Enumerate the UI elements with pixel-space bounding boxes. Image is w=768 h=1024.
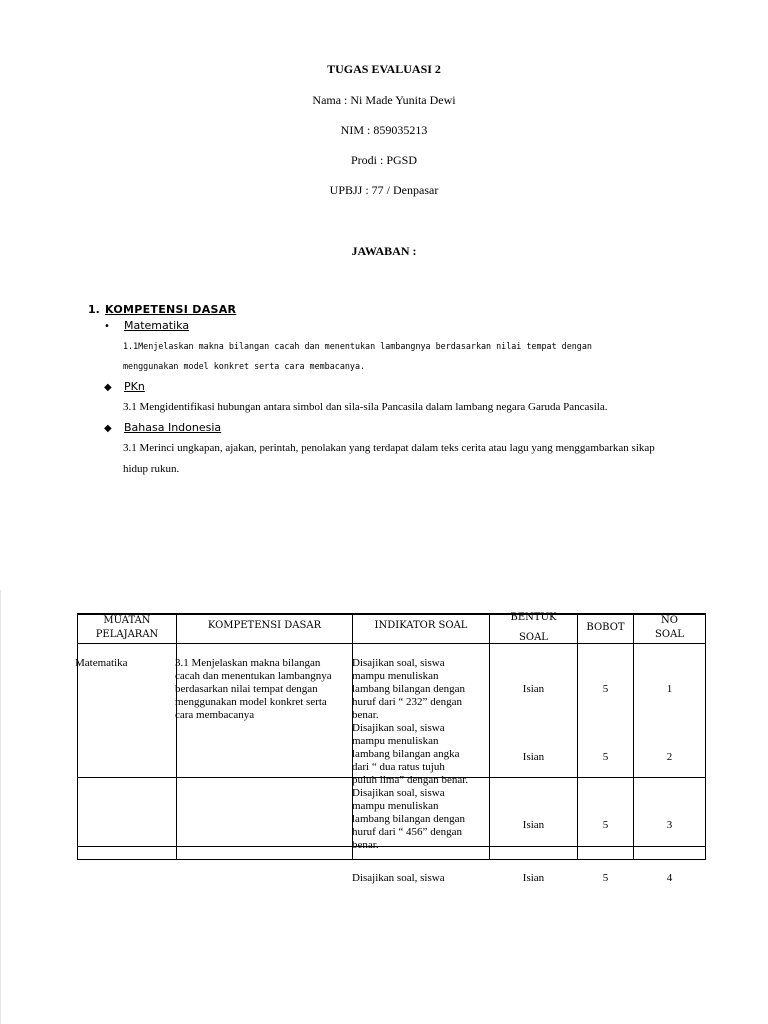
no-cell: 2: [666, 751, 673, 763]
header-text: MUATAN: [103, 615, 151, 626]
kd-line: menggunakan model konkret serta: [175, 696, 327, 708]
kompetensi-cell: [175, 657, 349, 722]
header-text: PELAJARAN: [95, 629, 159, 640]
bentuk-cell: Isian: [522, 872, 545, 884]
header-text: SOAL: [519, 632, 548, 643]
header-indikator: INDIKATOR SOAL: [374, 620, 468, 631]
indikator-line: huruf dari “ 456” dengan: [352, 826, 462, 838]
kd-line: cara membacanya: [175, 709, 255, 721]
muatan-cell: Matematika: [75, 657, 128, 669]
indikator-cell: Disajikan soal, siswa: [352, 872, 445, 884]
indikator-cell: [352, 657, 489, 852]
header-bentuk: [490, 608, 577, 648]
table-rule: [77, 643, 706, 644]
student-nim: NIM : 859035213: [340, 123, 428, 137]
bentuk-cell: Isian: [522, 819, 545, 831]
header-text: NO: [661, 615, 678, 626]
study-program: Prodi : PGSD: [350, 153, 418, 167]
indikator-line: benar.: [352, 709, 379, 721]
subject-label: PKn: [124, 380, 145, 393]
answer-heading: JAWABAN :: [351, 244, 417, 258]
header-bobot: BOBOT: [586, 622, 625, 633]
evaluation-table: [77, 613, 706, 861]
document-title: TUGAS EVALUASI 2: [327, 62, 441, 76]
bentuk-cell: Isian: [522, 683, 545, 695]
kd-text-line: menggunakan model konkret serta cara membacanya.: [123, 361, 366, 371]
no-cell: 4: [666, 872, 673, 884]
kd-text-line: 3.1 Merinci ungkapan, ajakan, perintah, penolakan yang terdapat dalam teks cerita atau lagu yang menggambarkan sikap: [123, 442, 655, 454]
bullet-icon: ◆: [104, 423, 112, 434]
indikator-line: mampu menuliskan: [352, 670, 439, 682]
indikator-line: lambang bilangan dengan: [352, 813, 466, 825]
indikator-line: mampu menuliskan: [352, 800, 439, 812]
indikator-line: puluh lima” dengan benar.: [352, 774, 469, 786]
indikator-line: Disajikan soal, siswa: [352, 657, 445, 669]
kd-line: 3.1 Menjelaskan makna bilangan: [175, 657, 321, 669]
table-rule: [77, 859, 706, 860]
table-rule: [77, 613, 78, 860]
bentuk-cell: Isian: [522, 751, 545, 763]
no-cell: 3: [666, 819, 673, 831]
subject-label: Matematika: [124, 319, 190, 332]
subject-pkn: [104, 380, 145, 393]
kd-text-line: hidup rukun.: [123, 463, 180, 475]
header-kompetensi: KOMPETENSI DASAR: [207, 620, 322, 631]
upbjj: UPBJJ : 77 / Denpasar: [329, 183, 439, 197]
section-heading: [88, 303, 236, 316]
kd-line: cacah dan menentukan lambangnya: [175, 670, 332, 682]
bobot-cell: 5: [602, 683, 609, 695]
section-title: KOMPETENSI DASAR: [105, 303, 237, 316]
indikator-line: dari “ dua ratus tujuh: [352, 761, 445, 773]
subject-bahasa-indonesia: [104, 421, 221, 434]
indikator-line: lambang bilangan angka: [352, 748, 460, 760]
header-text: BENTUK: [510, 612, 557, 623]
header-text: SOAL: [655, 629, 684, 640]
page-edge: [0, 590, 1, 1024]
kd-text-line: 1.1Menjelaskan makna bilangan cacah dan menentukan lambangnya berdasarkan nilai tempat dengan: [123, 341, 592, 351]
bullet-icon: ◆: [104, 382, 112, 393]
kd-line: berdasarkan nilai tempat dengan: [175, 683, 318, 695]
subject-matematika: [104, 319, 189, 332]
table-rule: [705, 613, 706, 860]
table-rule: [176, 613, 177, 860]
indikator-line: mampu menuliskan: [352, 735, 439, 747]
header-muatan: [78, 614, 176, 642]
indikator-line: huruf dari “ 232” dengan: [352, 696, 462, 708]
bobot-cell: 5: [602, 819, 609, 831]
no-cell: 1: [666, 683, 673, 695]
subject-label: Bahasa Indonesia: [124, 421, 222, 434]
header-no: [634, 614, 705, 642]
bobot-cell: 5: [602, 751, 609, 763]
bullet-icon: •: [104, 321, 110, 332]
student-name: Nama : Ni Made Yunita Dewi: [312, 93, 456, 107]
indikator-line: lambang bilangan dengan: [352, 683, 466, 695]
indikator-line: Disajikan soal, siswa: [352, 722, 445, 734]
indikator-line: benar.: [352, 839, 379, 851]
kd-text-line: 3.1 Mengidentifikasi hubungan antara simbol dan sila-sila Pancasila dalam lambang negara Garuda Pancasila.: [123, 401, 608, 413]
bobot-cell: 5: [602, 872, 609, 884]
section-number: 1.: [88, 303, 100, 316]
indikator-line: Disajikan soal, siswa: [352, 787, 445, 799]
